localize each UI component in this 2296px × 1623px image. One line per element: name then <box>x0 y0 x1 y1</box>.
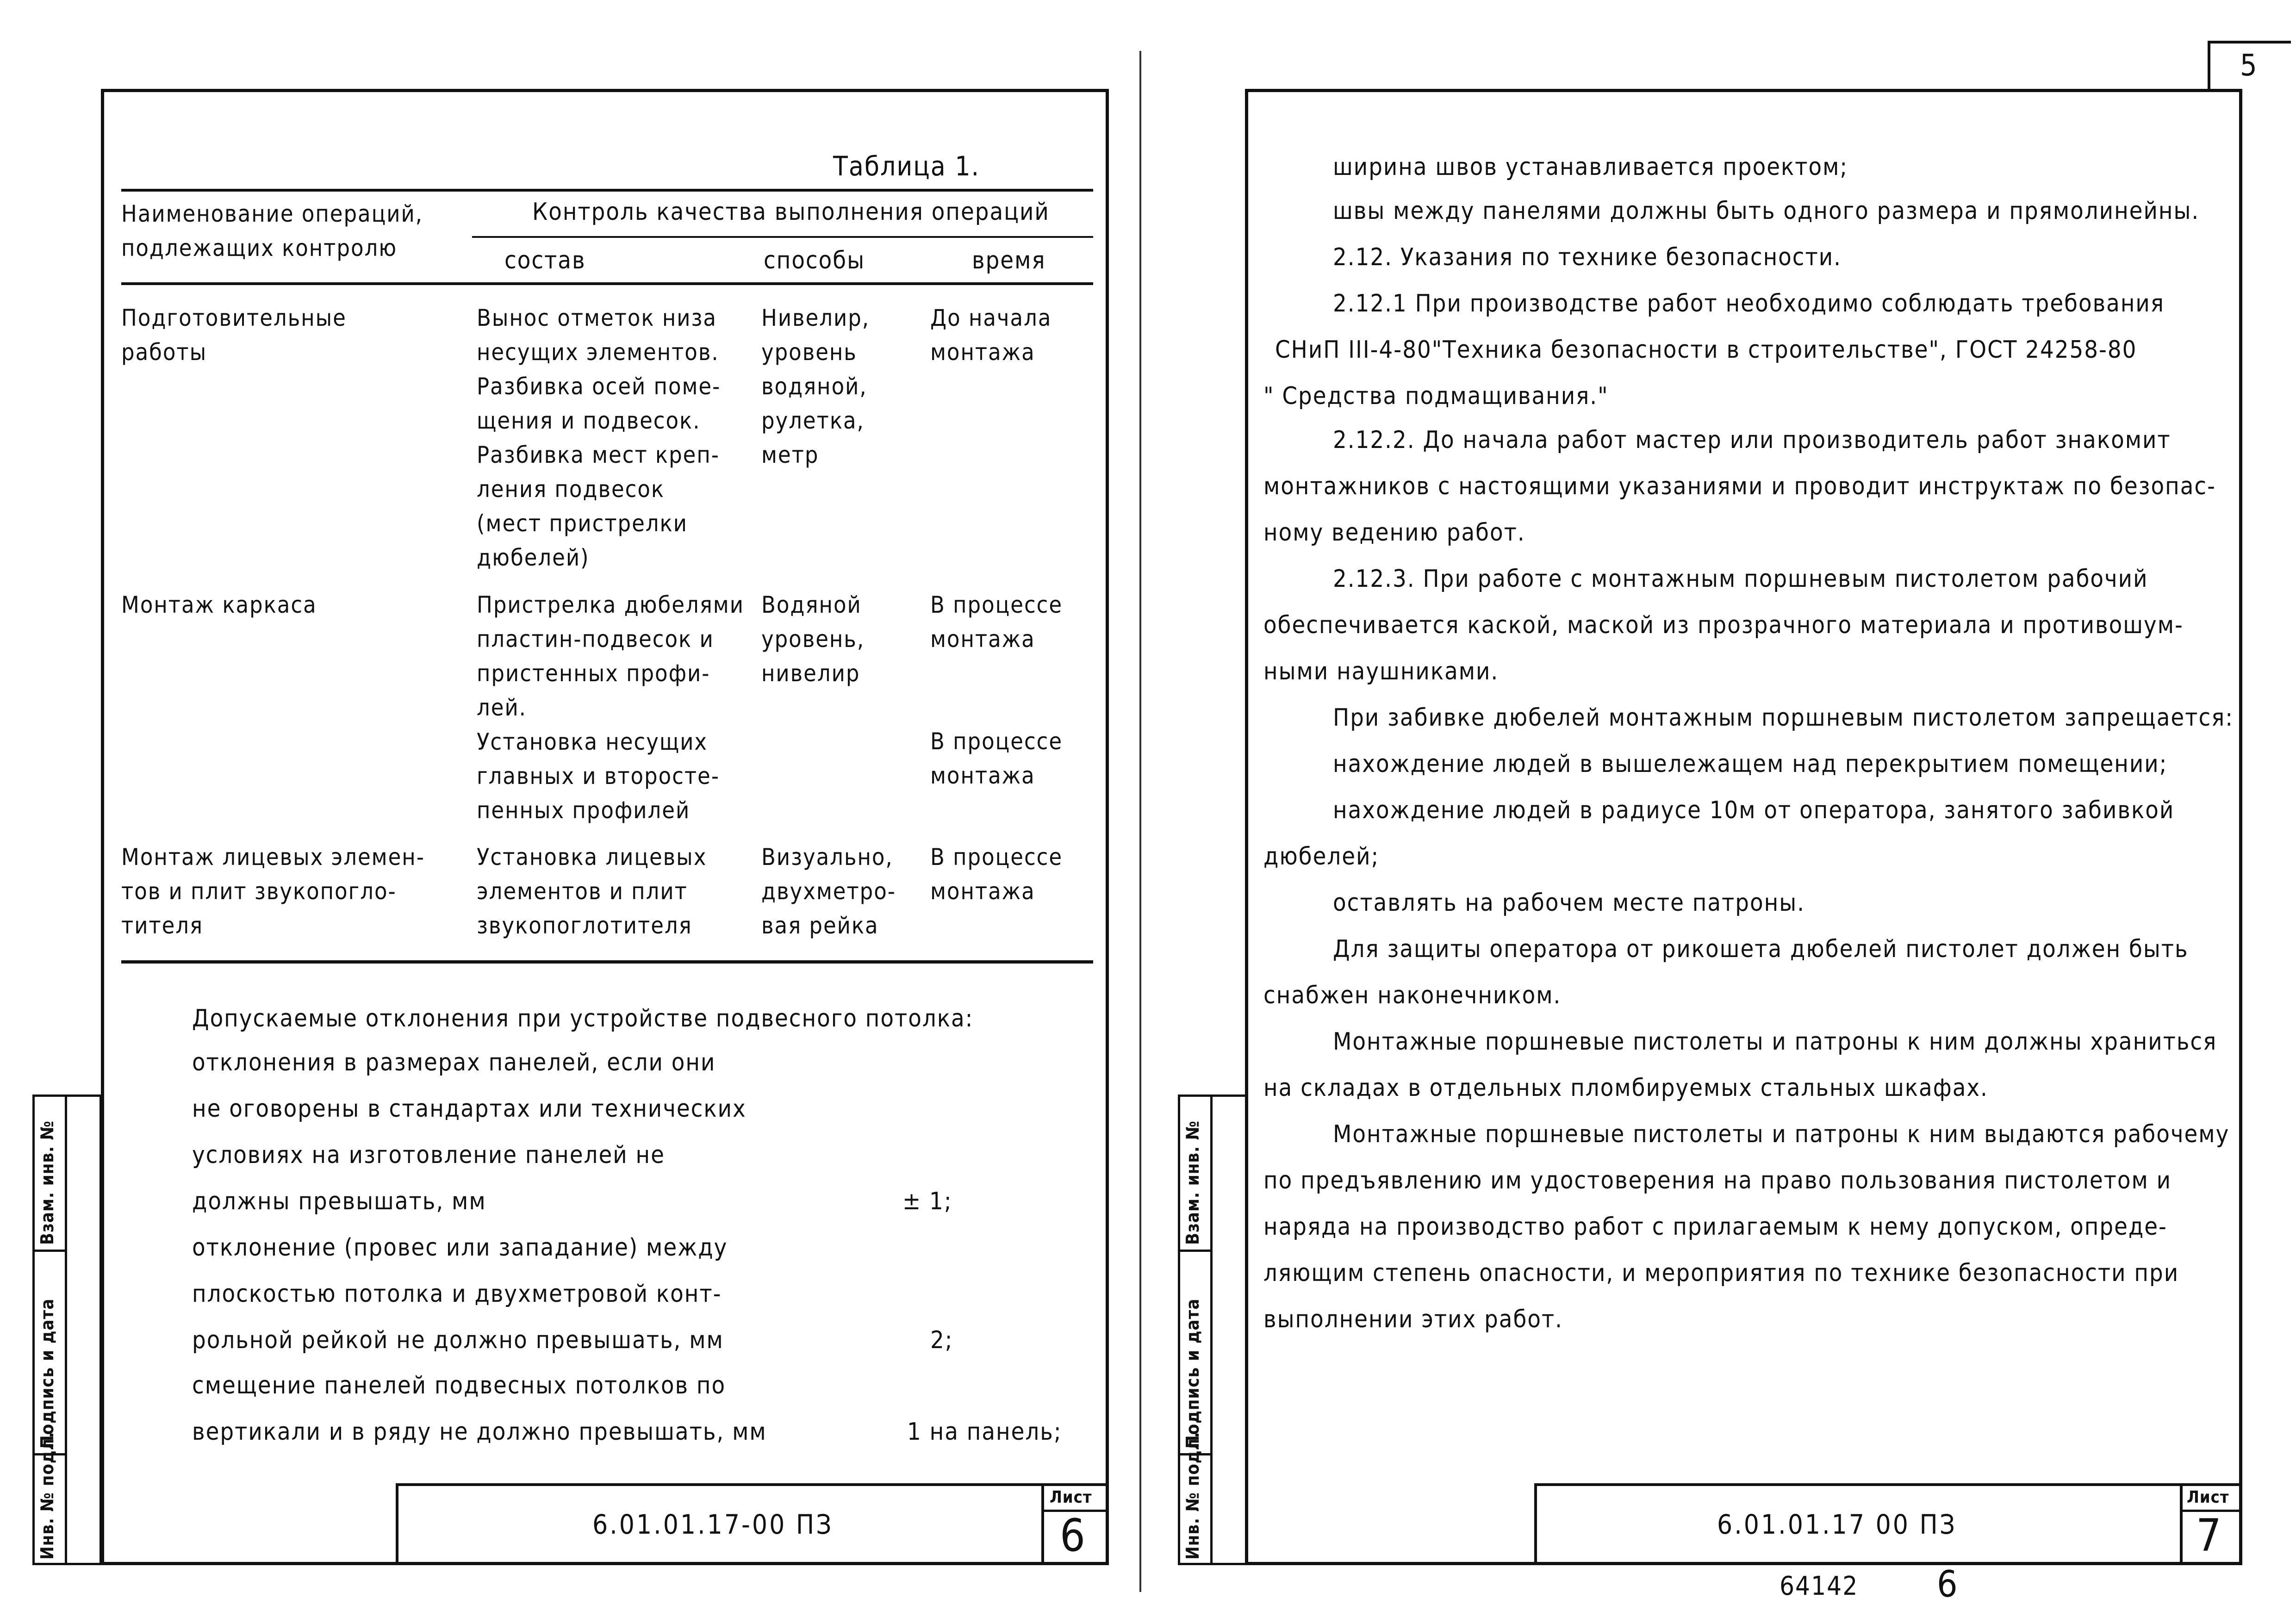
right-para-18: снабжен наконечником. <box>1263 982 1562 1009</box>
tolerance-2-value: 2; <box>930 1326 953 1354</box>
right-para-8: ному ведению работ. <box>1263 519 1525 547</box>
left-sheet-label: Лист <box>1050 1488 1092 1507</box>
right-para-11: ными наушниками. <box>1263 658 1499 685</box>
right-para-19: Монтажные поршневые пистолеты и патроны к ним должны храниться <box>1333 1028 2217 1056</box>
right-para-0: ширина швов устанавливается проектом; <box>1333 153 1848 181</box>
right-side-stamp-sep1 <box>1178 1250 1213 1252</box>
tolerance-1-line1: отклонения в размерах панелей, если они <box>192 1049 716 1076</box>
table-caption: Таблица 1. <box>833 150 980 182</box>
row2-methods: Водяной уровень, нивелир <box>761 591 865 687</box>
tolerance-1-line4: должны превышать, мм <box>192 1188 486 1215</box>
row1-composition: Вынос отметок низа несущих элементов. Разбивка осей поме- щения и подвесок. Разбивка мест креп- ления подвесок (мест пристрелки дюбелей) <box>477 305 721 571</box>
table-subheader-line <box>472 236 1093 238</box>
bottom-code-number: 6 <box>1937 1564 1959 1605</box>
right-para-17: Для защиты оператора от рикошета дюбелей пистолет должен быть <box>1333 935 2189 963</box>
right-para-1: швы между панелями должны быть одного размера и прямолинейны. <box>1333 197 2200 225</box>
row2-composition: Пристрелка дюбелями пластин-подвесок и пристенных профи- лей. Установка несущих главных и второсте- пенных профилей <box>477 591 744 824</box>
row1-methods: Нивелир, уровень водяной, рулетка, метр <box>761 305 870 468</box>
tolerance-3-value: 1 на панель; <box>907 1418 1062 1446</box>
left-side-label-inv: Инв. № подл. <box>37 1431 57 1560</box>
right-para-15: дюбелей; <box>1263 843 1380 871</box>
row1-operation: Подготовительные работы <box>121 305 347 366</box>
tolerance-3-line2: вертикали и в ряду не должно превышать, мм <box>192 1418 767 1446</box>
right-para-9: 2.12.3. При работе с монтажным поршневым пистолетом рабочий <box>1333 565 2148 593</box>
left-sheet-number: 6 <box>1060 1510 1085 1561</box>
table-bottom-line <box>121 960 1093 964</box>
subheader-methods: способы <box>764 247 865 274</box>
bottom-code-inventory: 64142 <box>1780 1571 1859 1601</box>
right-sheet-number: 7 <box>2196 1510 2221 1561</box>
row2-time-second: В процессе монтажа <box>930 728 1063 789</box>
right-para-6: 2.12.2. До начала работ мастер или производитель работ знакомит <box>1333 426 2171 454</box>
row3-time: В процессе монтажа <box>930 844 1063 905</box>
tolerance-1-line2: не оговорены в стандартах или технических <box>192 1095 747 1123</box>
right-para-14: нахождение людей в радиусе 10м от оператора, занятого забивкой <box>1333 796 2175 824</box>
subheader-composition: состав <box>504 247 586 274</box>
right-para-5: " Средства подмащивания." <box>1263 382 1609 410</box>
tolerance-1-line3: условиях на изготовление панелей не <box>192 1141 665 1169</box>
row3-composition: Установка лицевых элементов и плит звукопоглотителя <box>477 844 707 939</box>
right-para-22: по предъявлению им удостоверения на право пользования пистолетом и <box>1263 1167 2172 1194</box>
header-operations: Наименование операций, подлежащих контролю <box>121 200 423 261</box>
right-sheet-label: Лист <box>2187 1488 2229 1507</box>
right-para-4: СНиП III-4-80"Техника безопасности в строительстве", ГОСТ 24258-80 <box>1275 336 2137 364</box>
subheader-time: время <box>972 247 1046 274</box>
right-side-stamp-divider <box>1210 1094 1213 1565</box>
corner-page-number: 5 <box>2240 49 2258 83</box>
right-para-24: ляющим степень опасности, и мероприятия по технике безопасности при <box>1263 1259 2179 1287</box>
header-control: Контроль качества выполнения операций <box>532 198 1050 226</box>
left-stamp-code: 6.01.01.17-00 ПЗ <box>592 1509 834 1540</box>
right-para-2: 2.12. Указания по технике безопасности. <box>1333 243 1842 271</box>
left-side-label-vzam: Взам. инв. № <box>37 1120 57 1245</box>
tolerances-heading: Допускаемые отклонения при устройстве подвесного потолка: <box>192 1005 974 1032</box>
left-side-label-sign: Подпись и дата <box>37 1298 57 1449</box>
left-side-stamp-sep1 <box>32 1250 67 1252</box>
tolerance-2-line2: плоскостью потолка и двухметровой конт- <box>192 1280 722 1308</box>
table-top-line <box>121 189 1093 192</box>
right-para-12: При забивке дюбелей монтажным поршневым пистолетом запрещается: <box>1333 704 2234 732</box>
row3-operation: Монтаж лицевых элемен- тов и плит звукопогло- тителя <box>121 844 425 939</box>
row2-operation: Монтаж каркаса <box>121 591 317 618</box>
right-para-16: оставлять на рабочем месте патроны. <box>1333 889 1805 917</box>
right-para-13: нахождение людей в вышележащем над перекрытием помещении; <box>1333 750 2168 778</box>
right-stamp-code: 6.01.01.17 00 ПЗ <box>1717 1509 1957 1540</box>
right-para-10: обеспечивается каской, маской из прозрачного материала и противошум- <box>1263 611 2184 639</box>
right-side-label-inv: Инв. № подл. <box>1182 1431 1203 1560</box>
row3-methods: Визуально, двухметро- вая рейка <box>761 844 896 939</box>
page-fold-line <box>1139 51 1141 1592</box>
row2-time: В процессе монтажа <box>930 591 1063 653</box>
right-para-21: Монтажные поршневые пистолеты и патроны к ним выдаются рабочему <box>1333 1120 2230 1148</box>
right-side-label-vzam: Взам. инв. № <box>1182 1120 1203 1245</box>
right-para-25: выполнении этих работ. <box>1263 1306 1563 1333</box>
tolerance-2-line1: отклонение (провес или западание) между <box>192 1234 728 1262</box>
row1-time: До начала монтажа <box>930 305 1052 366</box>
tolerance-3-line1: смещение панелей подвесных потолков по <box>192 1372 726 1399</box>
right-para-3: 2.12.1 При производстве работ необходимо соблюдать требования <box>1333 290 2165 317</box>
right-para-20: на складах в отдельных пломбируемых стальных шкафах. <box>1263 1074 1988 1102</box>
right-para-7: монтажников с настоящими указаниями и проводит инструктаж по безопас- <box>1263 473 2216 500</box>
right-side-label-sign: Подпись и дата <box>1182 1298 1203 1449</box>
tolerance-1-value: ± 1; <box>902 1188 952 1215</box>
tolerance-2-line3: рольной рейкой не должно превышать, мм <box>192 1326 724 1354</box>
table-header-bottom-line <box>121 282 1093 285</box>
left-side-stamp-divider <box>65 1094 67 1565</box>
right-para-23: наряда на производство работ с прилагаемым к нему допуском, опреде- <box>1263 1213 2167 1241</box>
